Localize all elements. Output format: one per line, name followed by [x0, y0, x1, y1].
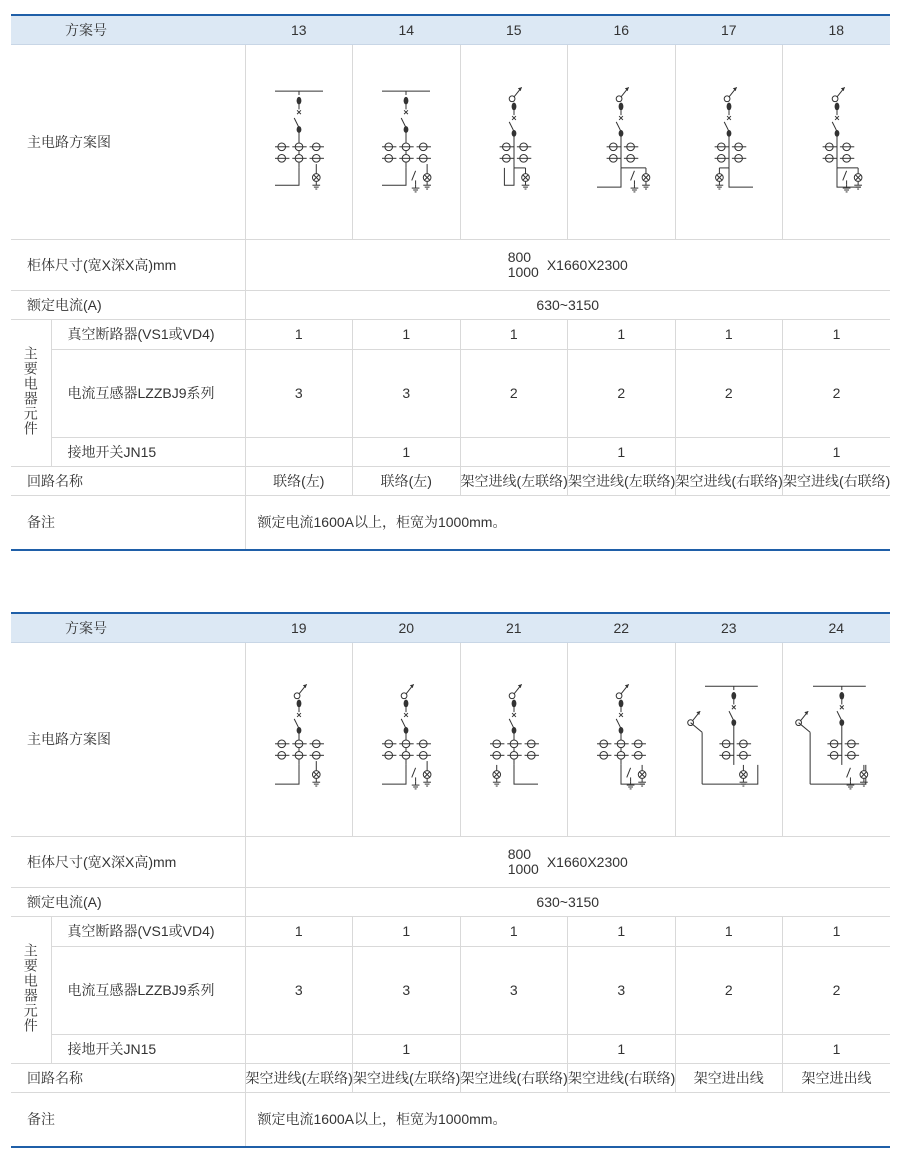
overhead-right-tie-3ct-icon [466, 674, 562, 804]
circuit-name: 联络(左) [353, 466, 461, 495]
earth-count: 1 [568, 437, 676, 466]
circuit-diagram [460, 642, 568, 836]
breaker-count: 1 [675, 319, 783, 349]
overhead-right-tie-3ct-earth-icon [573, 674, 669, 804]
earth-label: 接地开关JN15 [51, 437, 245, 466]
width-option: 800 [507, 248, 532, 265]
depth-height: X1660X2300 [546, 853, 628, 870]
circuit-name: 架空进线(左联络) [460, 466, 568, 495]
dimension-row [11, 239, 890, 290]
scheme-number: 15 [460, 15, 568, 44]
scheme-number: 16 [568, 15, 676, 44]
overhead-left-tie-earth-icon [573, 77, 669, 207]
circuit-name: 架空进线(左联络) [245, 1063, 353, 1092]
width-option: 1000 [507, 263, 539, 280]
earth-count: 1 [353, 1034, 461, 1063]
scheme-number: 22 [568, 613, 676, 642]
component-group-label: 主要电器元件 [11, 319, 51, 466]
circuit-name: 架空进出线 [783, 1063, 891, 1092]
circuit-name: 架空进线(左联络) [568, 466, 676, 495]
scheme-number-label: 方案号 [11, 15, 245, 44]
current-label: 额定电流(A) [11, 290, 245, 319]
breaker-count: 1 [568, 916, 676, 946]
dimension-row [11, 836, 890, 887]
remark-row [11, 1092, 890, 1147]
overhead-left-tie-3ct-earth-icon [358, 674, 454, 804]
dimension-label: 柜体尺寸(宽X深X高)mm [11, 239, 245, 290]
current-value: 630~3150 [245, 887, 890, 916]
circuit-name: 架空进线(右联络) [460, 1063, 568, 1092]
ct-row [11, 349, 890, 437]
remark-value: 额定电流1600A以上，柜宽为1000mm。 [245, 1092, 890, 1147]
scheme-table-1 [11, 14, 890, 551]
breaker-row [11, 916, 890, 946]
width-option: 1000 [507, 860, 539, 877]
diagram-row [11, 44, 890, 239]
breaker-count: 1 [353, 916, 461, 946]
circuit-row [11, 1063, 890, 1092]
ct-count: 3 [353, 946, 461, 1034]
ct-count: 2 [783, 349, 891, 437]
scheme-number-row [11, 613, 890, 642]
ct-count: 2 [783, 946, 891, 1034]
breaker-count: 1 [353, 319, 461, 349]
diagram-label: 主电路方案图 [11, 642, 245, 836]
width-option: 800 [507, 845, 532, 862]
breaker-count: 1 [245, 319, 353, 349]
earth-count [245, 1034, 353, 1063]
diagram-label: 主电路方案图 [11, 44, 245, 239]
remark-value: 额定电流1600A以上，柜宽为1000mm。 [245, 495, 890, 550]
current-label: 额定电流(A) [11, 887, 245, 916]
scheme-number-row [11, 15, 890, 44]
overhead-left-tie-3ct-icon [251, 674, 347, 804]
ct-count: 3 [460, 946, 568, 1034]
breaker-label: 真空断路器(VS1或VD4) [51, 916, 245, 946]
circuit-diagram [245, 44, 353, 239]
depth-height: X1660X2300 [546, 256, 628, 273]
circuit-diagram [568, 642, 676, 836]
circuit-label: 回路名称 [11, 1063, 245, 1092]
circuit-diagram [783, 642, 891, 836]
remark-label: 备注 [27, 1111, 55, 1128]
scheme-number: 17 [675, 15, 783, 44]
scheme-number: 24 [783, 613, 891, 642]
scheme-table-2 [11, 612, 890, 1148]
current-value: 630~3150 [245, 290, 890, 319]
circuit-diagram [460, 44, 568, 239]
dimension-value [245, 239, 890, 290]
earth-count: 1 [783, 1034, 891, 1063]
ct-count: 2 [568, 349, 676, 437]
remark-label: 备注 [27, 514, 55, 531]
breaker-count: 1 [568, 319, 676, 349]
tie-left-3ct-icon [251, 77, 347, 207]
breaker-label: 真空断路器(VS1或VD4) [51, 319, 245, 349]
breaker-count: 1 [783, 319, 891, 349]
diagram-row [11, 642, 890, 836]
circuit-name: 架空进线(右联络) [675, 466, 783, 495]
earth-count [675, 1034, 783, 1063]
circuit-name: 架空进线(右联络) [783, 466, 891, 495]
breaker-row [11, 319, 890, 349]
circuit-diagram [245, 642, 353, 836]
ct-count: 3 [568, 946, 676, 1034]
earth-label: 接地开关JN15 [51, 1034, 245, 1063]
tie-left-3ct-earth-icon [358, 77, 454, 207]
earth-count: 1 [568, 1034, 676, 1063]
ct-count: 2 [460, 349, 568, 437]
dimension-value [245, 836, 890, 887]
component-group-label: 主要电器元件 [11, 916, 51, 1063]
ct-count: 2 [675, 349, 783, 437]
earth-count [460, 437, 568, 466]
circuit-diagram [568, 44, 676, 239]
earth-row [11, 1034, 890, 1063]
ct-count: 2 [675, 946, 783, 1034]
circuit-diagram [675, 642, 783, 836]
breaker-count: 1 [460, 916, 568, 946]
scheme-number: 21 [460, 613, 568, 642]
overhead-left-tie-icon [466, 77, 562, 207]
earth-row [11, 437, 890, 466]
ct-count: 3 [353, 349, 461, 437]
circuit-name: 架空进线(右联络) [568, 1063, 676, 1092]
overhead-in-out-icon [681, 674, 777, 804]
scheme-number: 23 [675, 613, 783, 642]
ct-count: 3 [245, 349, 353, 437]
earth-count [245, 437, 353, 466]
earth-count: 1 [353, 437, 461, 466]
breaker-count: 1 [460, 319, 568, 349]
scheme-number-label: 方案号 [11, 613, 245, 642]
overhead-right-tie-icon [681, 77, 777, 207]
circuit-name: 架空进线(左联络) [353, 1063, 461, 1092]
ct-count: 3 [245, 946, 353, 1034]
remark-row [11, 495, 890, 550]
earth-count [675, 437, 783, 466]
overhead-right-tie-earth-icon [789, 77, 885, 207]
circuit-name: 架空进出线 [675, 1063, 783, 1092]
dimension-label: 柜体尺寸(宽X深X高)mm [11, 836, 245, 887]
circuit-label: 回路名称 [11, 466, 245, 495]
earth-count [460, 1034, 568, 1063]
scheme-number: 13 [245, 15, 353, 44]
ct-label: 电流互感器LZZBJ9系列 [51, 946, 245, 1034]
circuit-diagram [353, 44, 461, 239]
circuit-diagram [675, 44, 783, 239]
earth-count: 1 [783, 437, 891, 466]
scheme-number: 20 [353, 613, 461, 642]
breaker-count: 1 [675, 916, 783, 946]
breaker-count: 1 [783, 916, 891, 946]
circuit-diagram [353, 642, 461, 836]
circuit-row [11, 466, 890, 495]
current-row [11, 887, 890, 916]
scheme-number: 14 [353, 15, 461, 44]
scheme-number: 19 [245, 613, 353, 642]
scheme-number: 18 [783, 15, 891, 44]
circuit-diagram [783, 44, 891, 239]
ct-row [11, 946, 890, 1034]
ct-label: 电流互感器LZZBJ9系列 [51, 349, 245, 437]
current-row [11, 290, 890, 319]
circuit-name: 联络(左) [245, 466, 353, 495]
overhead-in-out-earth-icon [789, 674, 885, 804]
breaker-count: 1 [245, 916, 353, 946]
